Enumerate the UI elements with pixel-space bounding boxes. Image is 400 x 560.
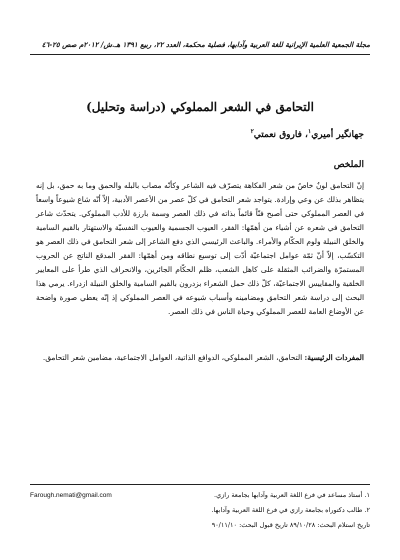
header-divider bbox=[30, 54, 370, 55]
journal-running-header: مجلة الجمعية العلمية الإيرانية للغة العربية وآدابها، فصلية محكمة، العدد ٢٢، ربيع ١٣٩١ هـ.ش/ ٢٠١٢م صص ٢٥-٤٦ bbox=[41, 40, 370, 49]
footnote-row bbox=[30, 503, 370, 518]
footnote-author-1: ١. أستاذ مساعد في فرع اللغة العربية وآدابها بجامعة رازي. bbox=[214, 491, 370, 499]
footnotes bbox=[30, 488, 370, 533]
keywords-label: المفردات الرئيسية: bbox=[304, 353, 364, 362]
keywords-text: التحامق، الشعر المملوكي، الدوافع الذاتية، العوامل الاجتماعية، مضامين شعر التحامق. bbox=[42, 353, 303, 362]
footnote-row bbox=[30, 518, 370, 533]
author-email-link[interactable]: Farough.nemati@gmail.com bbox=[30, 492, 112, 499]
footnote-row bbox=[30, 488, 370, 503]
abstract-text: إنّ التحامق لونٌ خاصٌ من شعر الفكاهة يتصرّف فيه الشاعر وكأنّه مصاب بالبله والحمق وما به حمق، بل إنه يتظاهر بذلك عن وعي وإرادة. يتواجد شعر التحامق في كلّ عصر من الأعصر الأدبية، إلاّ أنّه شاع شيوعاً واسعاً في العصر المملوكي حتى أصبح فنّاً قائماً بذاته في ذلك العصر وسمة بارزة للأدب المملوكي. يتحدّث شاعر التحامق في شعره عن أشياء من أهمّها: الفقر، العيوب الجسمية والعيوب النفسيّة والاستهتار بالقيم السامية والخلق النبيلة ولوم الحكّام والأمراء. والباعث الرئيسي الذي دفع الشاعر إلى شعر التحامق في ذلك العصر هو التكسّب، إلاّ أنّ ثمّة عوامل اجتماعيّة أدّت إلى توسيع نطاقه ومن أهمّها: الفقر المدقع الناتج عن الحروب المستمرّة والضرائب المثقلة على كاهل الشعب، ظلم الحكّام الجائرين، والانحراف الذي طرأ على المعايير الخلقية والمقاييس الاجتماعيّة، كلّ ذلك حمل الشعراء بزدرون بالقيم السامية والخلق النبيلة ازدراء. يرمي هذا البحث إلى دراسة شعر التحامق ومضامينه وأسباب شيوعه في العصر المملوكي إذ إنّه يعطي صورة واضحة عن الأوضاع العامة للعصر المملوكي وحياة الناس في ذلك العصر. bbox=[36, 181, 364, 316]
footnote-divider bbox=[30, 484, 370, 485]
author-separator: ، bbox=[301, 130, 308, 140]
footnote-author-2: ٢. طالب دكتوراه بجامعة رازي في فرع اللغة العربية وآدابها. bbox=[211, 506, 370, 514]
abstract-heading: الملخص bbox=[333, 160, 364, 170]
keywords-line bbox=[36, 352, 364, 364]
author-name: فاروق نعمتي bbox=[253, 130, 302, 140]
author-line bbox=[251, 126, 364, 141]
author-name: جهانگير أميري bbox=[311, 130, 364, 140]
author-footnote-mark: ٢ bbox=[250, 128, 254, 135]
author-footnote-mark: ١ bbox=[307, 128, 312, 135]
submission-dates: تاريخ استلام البحث: ٨٩/١٠/٢٨ تاريخ قبول البحث: ٩٠/١١/١٠ bbox=[211, 521, 370, 529]
article-title: التحامق في الشعر المملوكي (دراسة وتحليل) bbox=[86, 100, 314, 114]
